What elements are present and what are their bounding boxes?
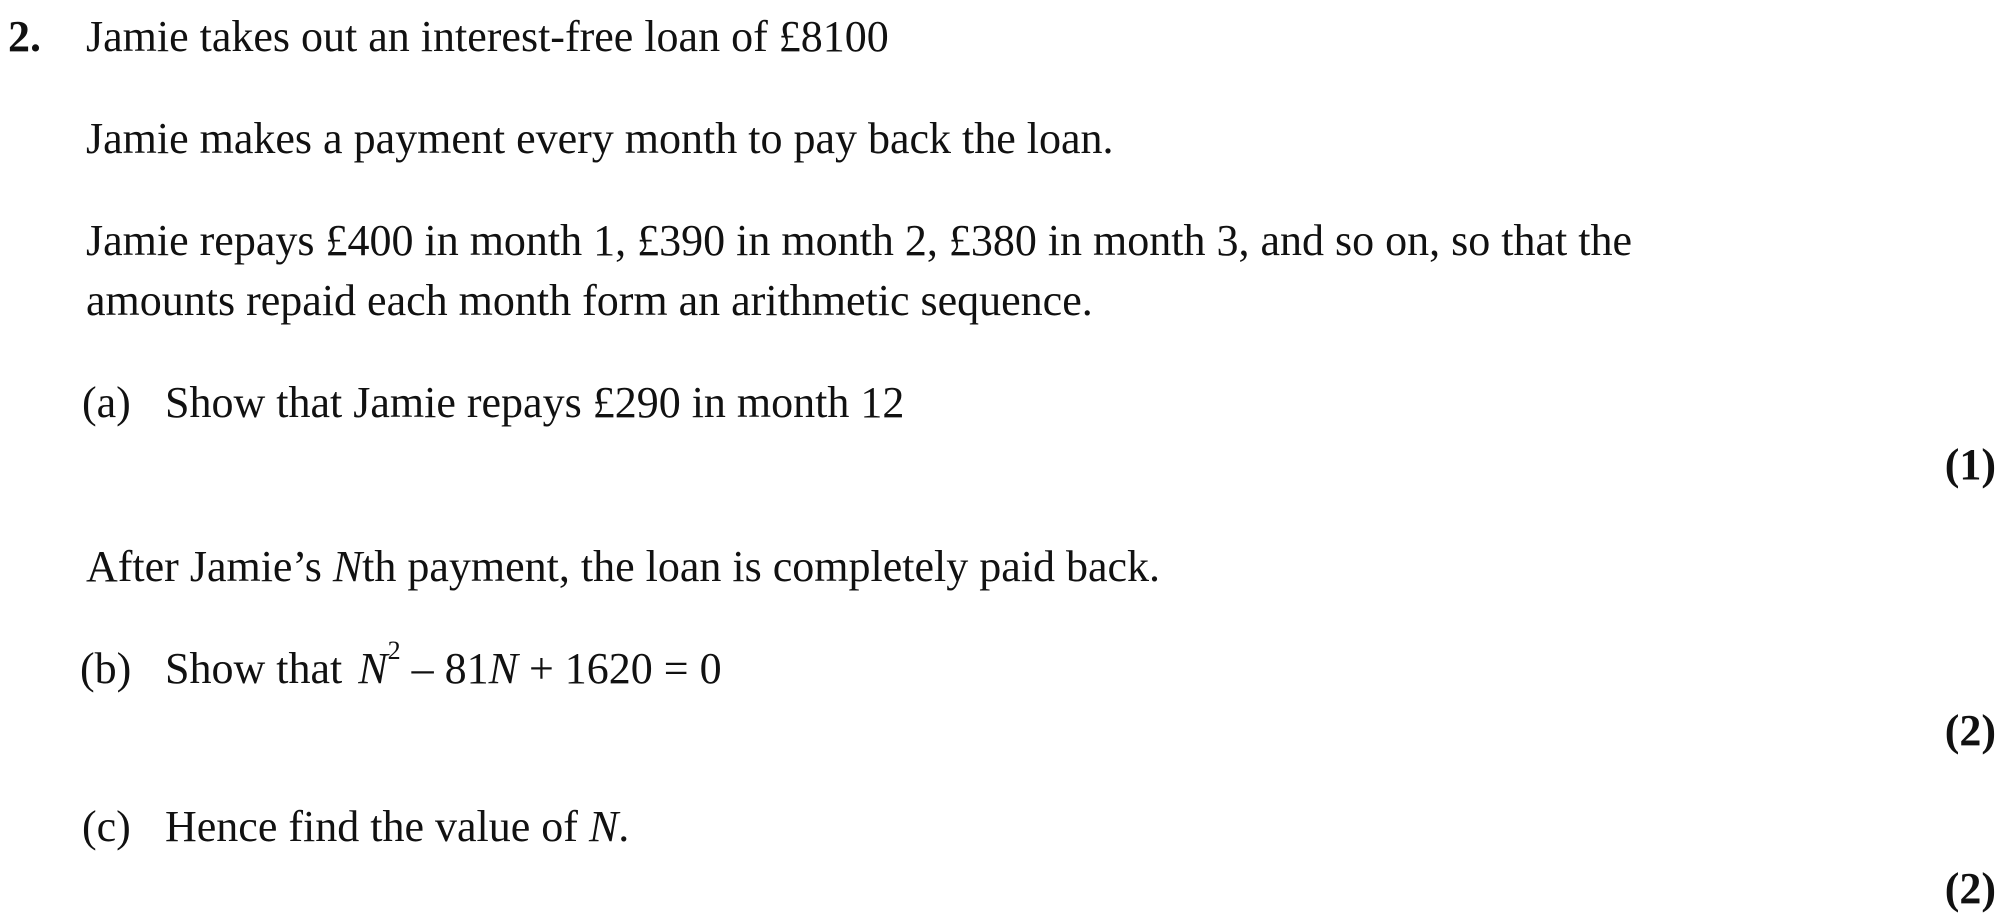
after-payment-line — [86, 538, 1160, 595]
part-a-label: (a) — [82, 378, 131, 427]
eq-var-n: N — [358, 644, 388, 693]
part-a-text: Show that Jamie repays £290 in month 12 — [165, 378, 905, 427]
intro-line: Jamie takes out an interest-free loan of £8100 — [86, 12, 889, 61]
part-b-text: Show that — [165, 644, 343, 693]
eq-var-n-2: N — [488, 644, 518, 693]
part-c-label: (c) — [82, 802, 131, 851]
eq-mid: – 81 — [400, 644, 489, 693]
eq-end: + 1620 = 0 — [517, 644, 722, 693]
repay-line-2: amounts repaid each month form an arithmetic sequence. — [86, 276, 1093, 325]
part-b-equation — [358, 636, 722, 693]
part-c-text: Hence find the value of — [165, 802, 589, 851]
part-c-var: N — [588, 802, 619, 851]
eq-exponent: 2 — [387, 636, 401, 665]
part-c-period: . — [618, 802, 630, 851]
after-text-after: th payment, the loan is completely paid back. — [362, 542, 1161, 591]
question-number: 2. — [8, 12, 41, 61]
part-b-marks: (2) — [1944, 706, 1996, 755]
after-text-var: N — [332, 542, 363, 591]
part-b-label: (b) — [80, 644, 132, 693]
part-a-marks: (1) — [1944, 440, 1996, 489]
payment-line: Jamie makes a payment every month to pay back the loan. — [86, 114, 1114, 163]
part-b-line — [165, 636, 722, 697]
part-c-line — [165, 798, 629, 855]
repay-line-1: Jamie repays £400 in month 1, £390 in month 2, £380 in month 3, and so on, so that the — [86, 216, 1632, 265]
after-text-before: After Jamie’s — [86, 542, 333, 591]
part-c-marks: (2) — [1944, 864, 1996, 913]
